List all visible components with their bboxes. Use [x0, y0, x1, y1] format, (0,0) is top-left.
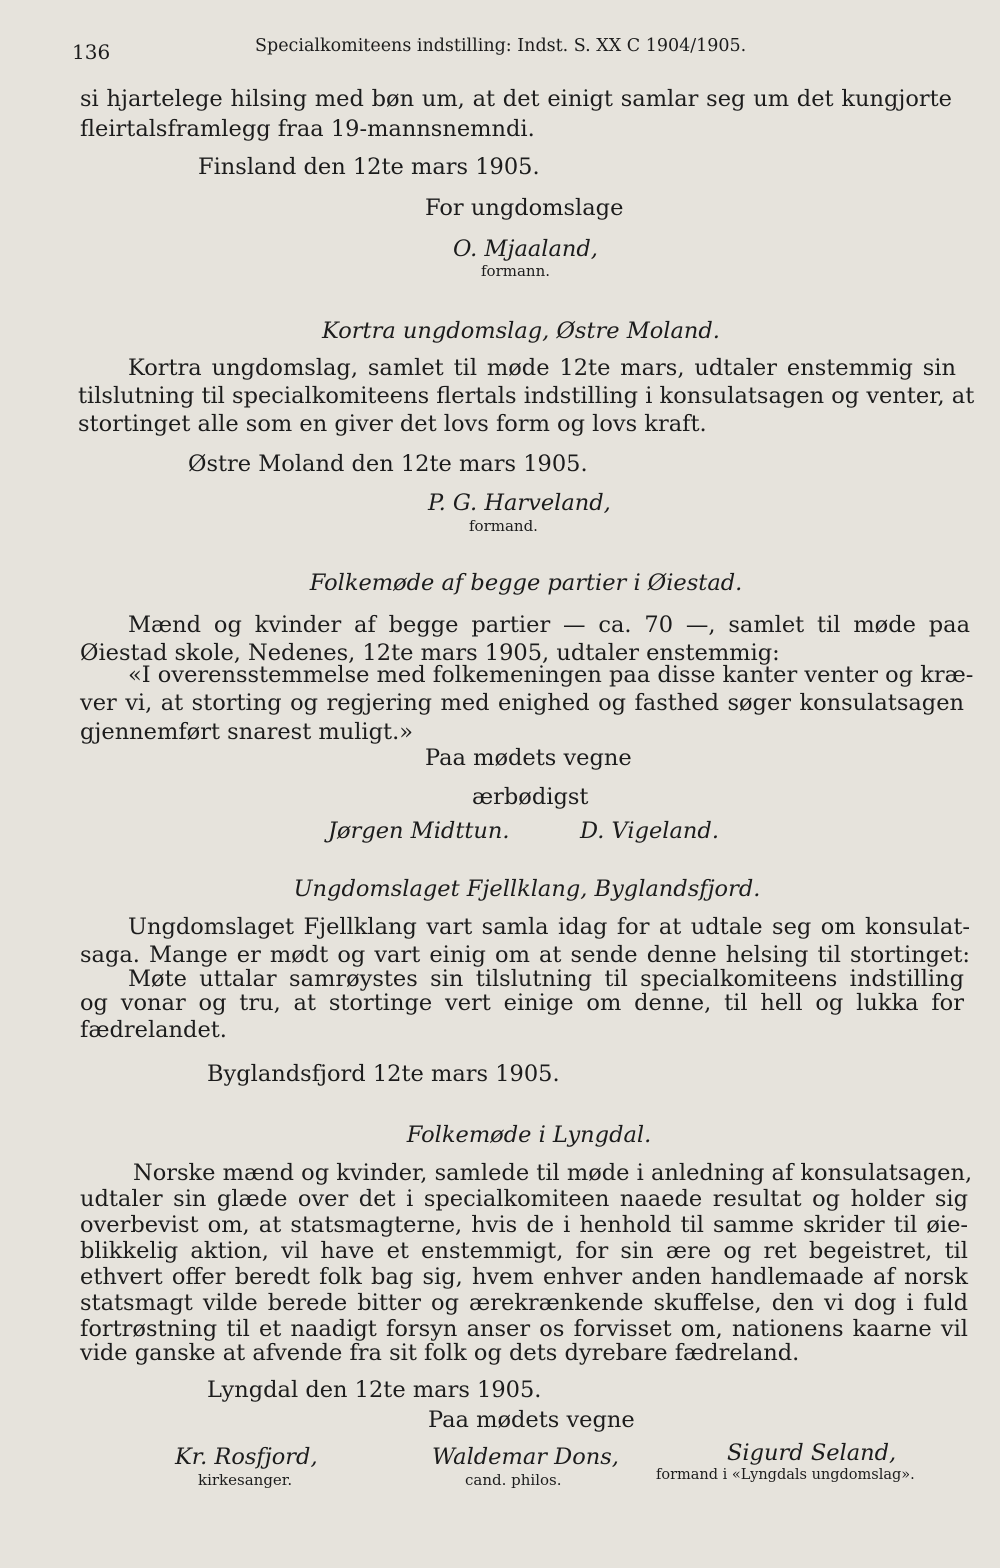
signature-name: D. Vigeland. — [580, 818, 719, 844]
body-line: si hjartelege hilsing med bøn um, at det einigt samlar seg um det kungjorte — [80, 86, 952, 112]
section-heading: Folkemøde af begge partier i Øiestad. — [309, 570, 743, 596]
signature-name: P. G. Harveland, — [428, 490, 611, 516]
page-number: 136 — [72, 40, 111, 64]
body-line: fleirtalsframlegg fraa 19-mannsnemndi. — [80, 116, 535, 142]
signature-name: Kr. Rosfjord, — [175, 1444, 318, 1470]
body-line: «I overensstemmelse med folkemeningen paa disse kanter venter og kræ- — [128, 662, 974, 688]
dateline: Østre Moland den 12te mars 1905. — [188, 451, 588, 477]
signature-name: Sigurd Seland, — [727, 1440, 897, 1466]
body-line: ethvert offer beredt folk bag sig, hvem enhver anden handlemaade af norsk — [80, 1264, 968, 1290]
signature-name: O. Mjaaland, — [453, 236, 598, 262]
signature-name: Waldemar Dons, — [432, 1444, 619, 1470]
body-line: udtaler sin glæde over det i specialkomiteen naaede resultat og holder sig — [80, 1186, 968, 1212]
body-line: Øiestad skole, Nedenes, 12te mars 1905, udtaler enstemmig: — [80, 640, 780, 666]
section-heading: Ungdomslaget Fjellklang, Byglandsfjord. — [293, 876, 761, 902]
signature-name: Jørgen Midttun. — [328, 818, 510, 844]
body-line: saga. Mange er mødt og vart einig om at sende denne helsing til stortinget: — [80, 942, 970, 968]
closing-line: Paa mødets vegne — [428, 1407, 635, 1433]
signature-role: formann. — [481, 262, 551, 280]
body-line: vide ganske at afvende fra sit folk og dets dyrebare fædreland. — [80, 1340, 800, 1366]
signature-role: formand i «Lyngdals ungdomslag». — [656, 1467, 915, 1483]
signature-role: kirkesanger. — [198, 1471, 293, 1489]
body-line: overbevist om, at statsmagterne, hvis de i henhold til samme skrider til øie- — [80, 1212, 968, 1238]
running-title: Specialkomiteens indstilling: Indst. S. XX C 1904/1905. — [255, 36, 747, 56]
closing-line: ærbødigst — [472, 784, 589, 810]
body-line: Norske mænd og kvinder, samlede til møde i anledning af konsulatsagen, — [133, 1160, 973, 1186]
signature-role: formand. — [469, 517, 538, 535]
body-line: fortrøstning til et naadigt forsyn anser os forvisset om, nationens kaarne vil — [80, 1316, 968, 1342]
body-line: Kortra ungdomslag, samlet til møde 12te mars, udtaler enstemmig sin — [128, 355, 956, 381]
body-line: statsmagt vilde berede bitter og ærekrænkende skuffelse, den vi dog i fuld — [80, 1290, 968, 1316]
body-line: Mænd og kvinder af begge partier — ca. 70 —, samlet til møde paa — [128, 612, 970, 638]
body-line: stortinget alle som en giver det lovs form og lovs kraft. — [78, 411, 707, 437]
body-line: tilslutning til specialkomiteens flertals indstilling i konsulatsagen og venter, at — [78, 383, 975, 409]
body-line: Møte uttalar samrøystes sin tilslutning til specialkomiteens indstilling — [128, 966, 964, 992]
body-line: ver vi, at storting og regjering med enighed og fasthed søger konsulatsagen — [80, 690, 964, 716]
section-heading: Folkemøde i Lyngdal. — [406, 1122, 652, 1148]
body-line: fædrelandet. — [80, 1017, 227, 1043]
dateline: Byglandsfjord 12te mars 1905. — [207, 1061, 560, 1087]
section-heading: Kortra ungdomslag, Østre Moland. — [322, 318, 720, 344]
body-line: blikkelig aktion, vil have et enstemmigt, for sin ære og ret begeistret, til — [80, 1238, 968, 1264]
body-line: gjennemført snarest muligt.» — [80, 719, 413, 745]
dateline: Lyngdal den 12te mars 1905. — [207, 1377, 542, 1403]
dateline: Finsland den 12te mars 1905. — [198, 154, 540, 180]
body-line: og vonar og tru, at stortinge vert einige om denne, til hell og lukka for — [80, 990, 964, 1016]
closing-line: Paa mødets vegne — [425, 745, 632, 771]
body-line: Ungdomslaget Fjellklang vart samla idag for at udtale seg om konsulat- — [128, 914, 970, 940]
closing-line: For ungdomslage — [425, 195, 624, 221]
signature-role: cand. philos. — [465, 1471, 562, 1489]
